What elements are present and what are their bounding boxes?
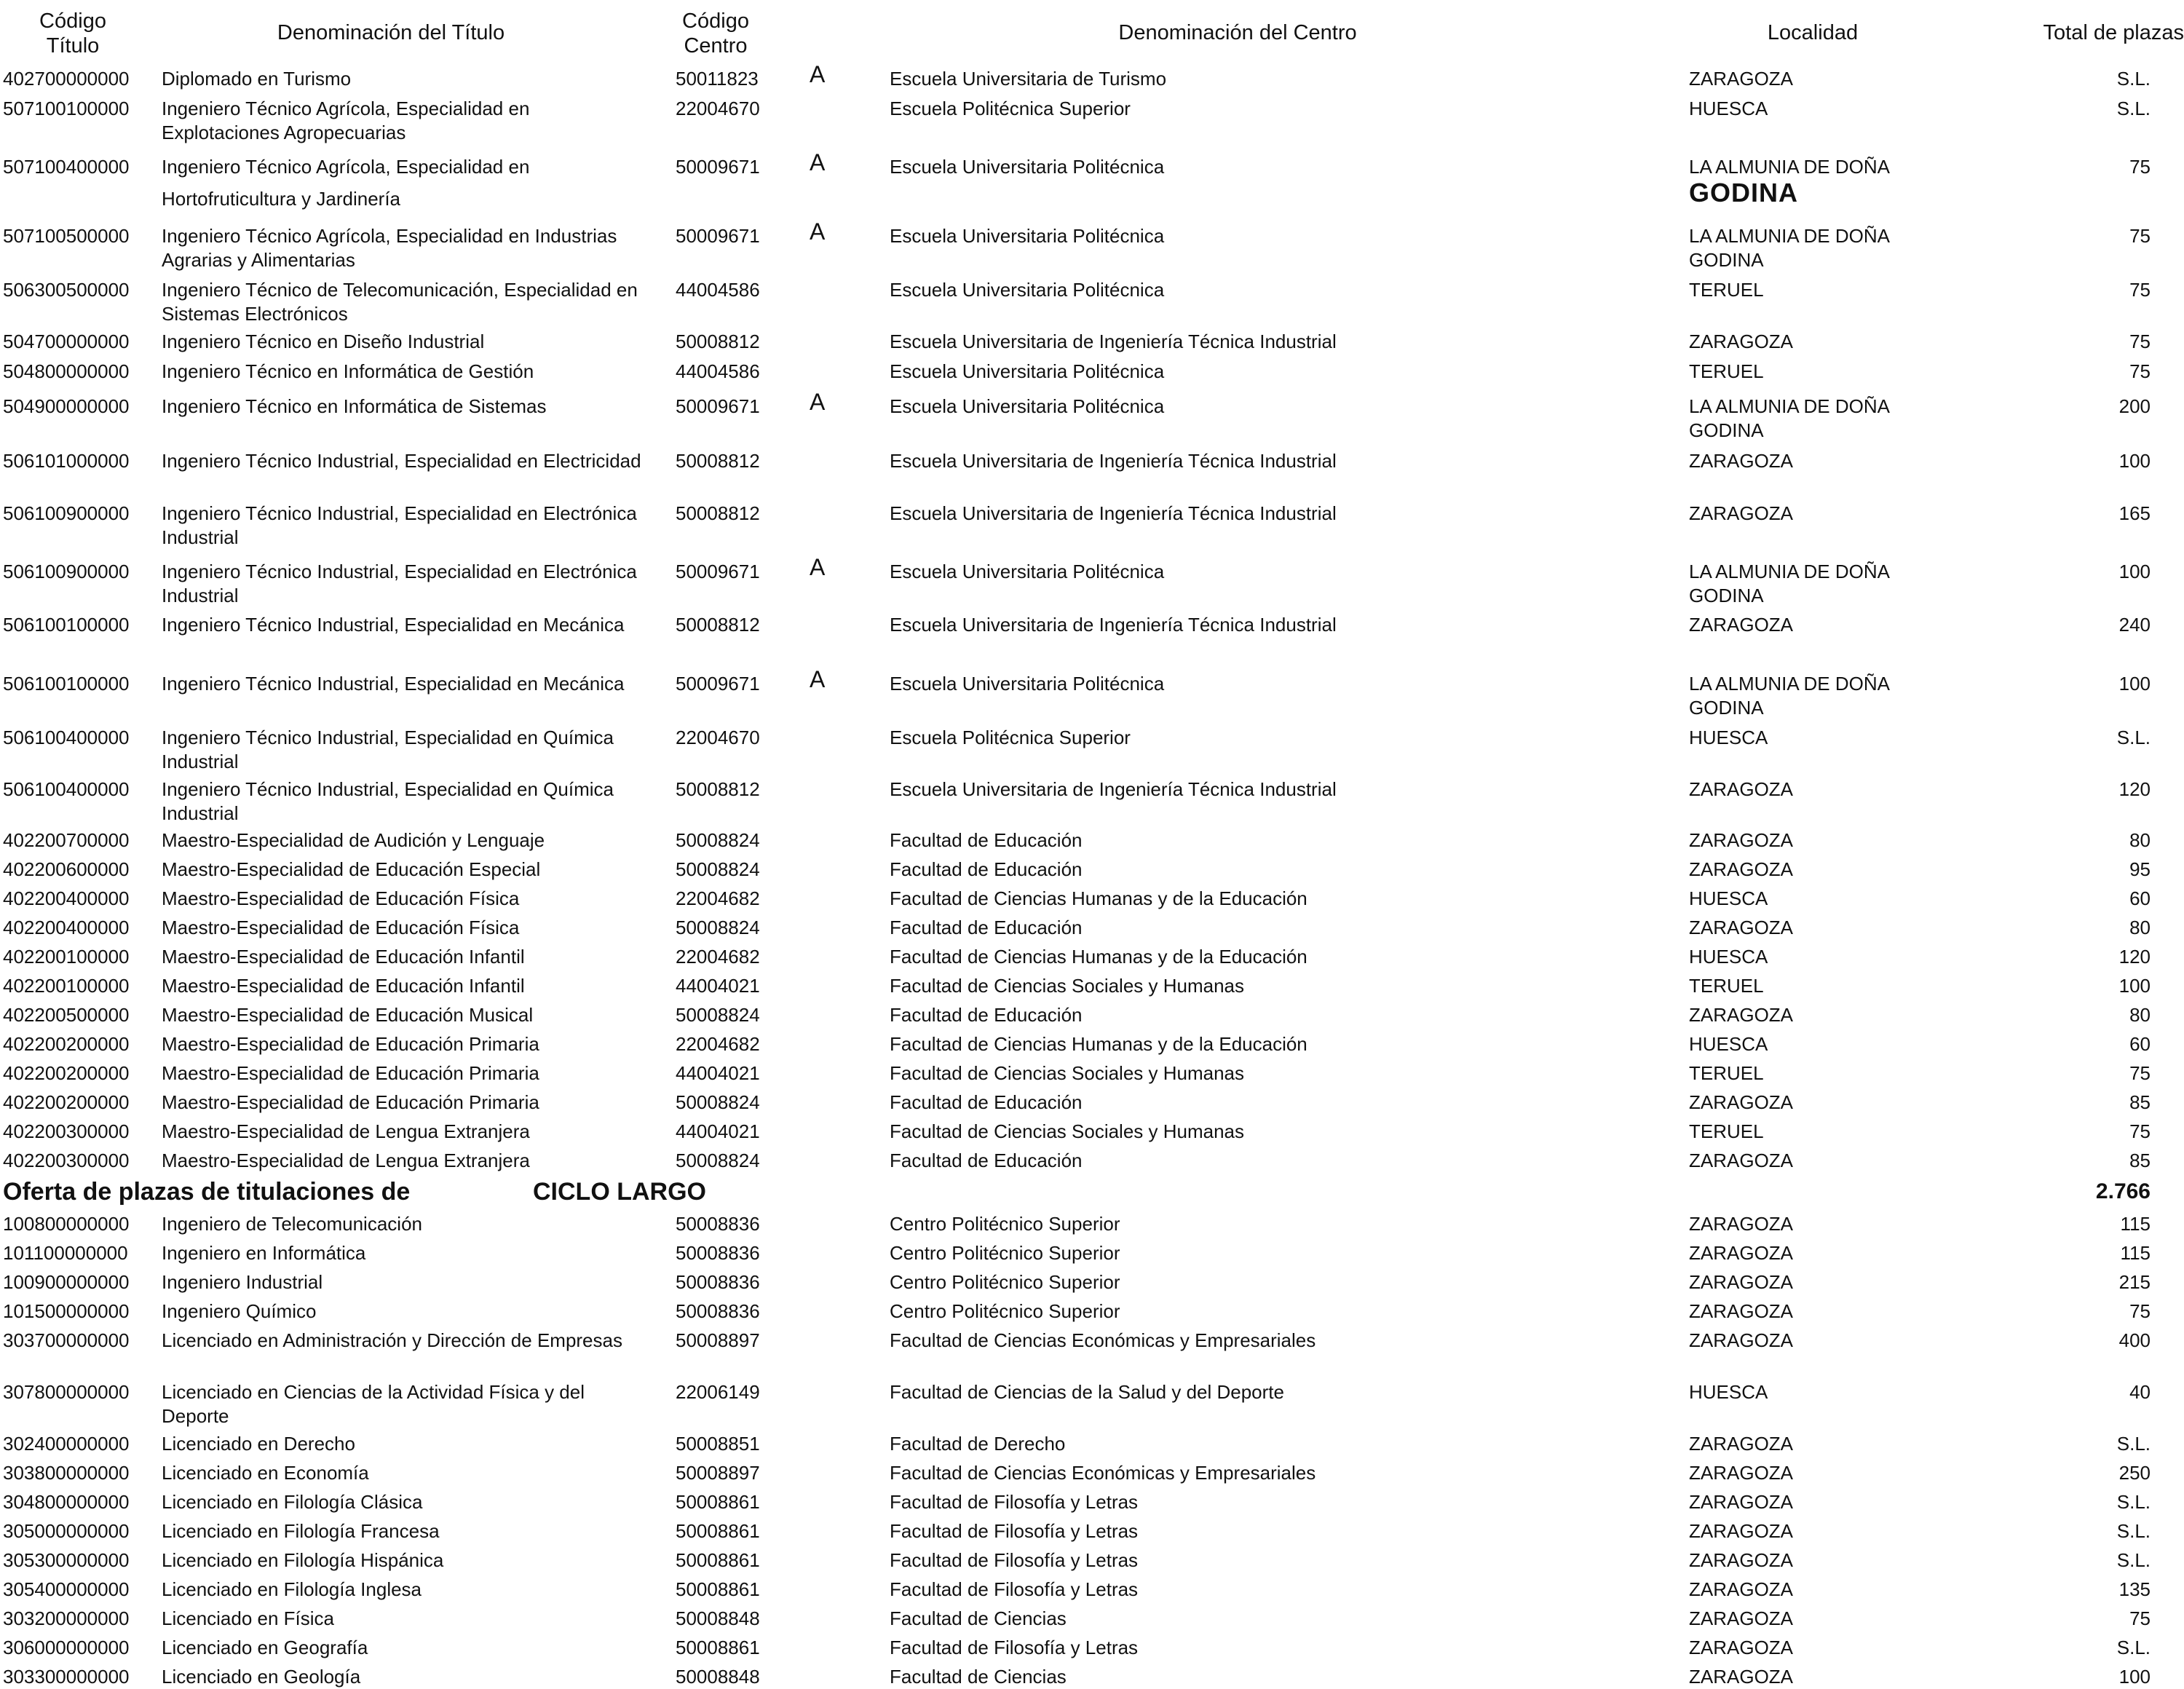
localidad-cell: ZARAGOZA: [1689, 502, 1794, 524]
total-plazas-cell: 100: [2118, 561, 2151, 582]
total-plazas-cell: 200: [2118, 395, 2151, 417]
codigo-titulo-cell: 507100100000: [3, 98, 130, 119]
localidad-cell: LA ALMUNIA DE DOÑA: [1689, 156, 1890, 178]
codigo-titulo-cell: 306000000000: [3, 1637, 130, 1658]
codigo-centro-cell: 50009671: [676, 395, 760, 417]
denominacion-titulo-cell: Ingeniero Técnico en Diseño Industrial: [162, 331, 485, 352]
denominacion-titulo-cell: Maestro-Especialidad de Educación Especial: [162, 858, 541, 880]
total-plazas-cell: 215: [2118, 1271, 2151, 1293]
denominacion-titulo-cell: Licenciado en Filología Clásica: [162, 1491, 423, 1513]
localidad-cell: LA ALMUNIA DE DOÑA GODINA: [1689, 225, 1889, 271]
denominacion-titulo-cell: Maestro-Especialidad de Educación Física: [162, 887, 520, 909]
denominacion-titulo-cell: Ingeniero Técnico en Informática de Gestión: [162, 360, 534, 382]
localidad-cell: ZARAGOZA: [1689, 1433, 1794, 1455]
denominacion-centro-cell: Centro Politécnico Superior: [890, 1213, 1120, 1235]
total-plazas-cell: S.L.: [2116, 1520, 2151, 1542]
header-denominacion-centro: Denominación del Centro: [1118, 21, 1357, 44]
denominacion-centro-cell: Escuela Universitaria Politécnica: [890, 395, 1165, 417]
codigo-titulo-cell: 303200000000: [3, 1607, 130, 1629]
denominacion-titulo-cell: Maestro-Especialidad de Educación Infantil: [162, 975, 525, 997]
denominacion-titulo-cell: Ingeniero Industrial: [162, 1271, 323, 1293]
localidad-cell: ZARAGOZA: [1689, 1213, 1794, 1235]
codigo-centro-cell: 50008836: [676, 1213, 760, 1235]
codigo-centro-cell: 50008851: [676, 1433, 760, 1455]
codigo-centro-cell: 44004586: [676, 279, 760, 301]
denominacion-titulo-cell: Licenciado en Filología Inglesa: [162, 1578, 422, 1600]
localidad-cell: ZARAGOZA: [1689, 1150, 1794, 1171]
codigo-titulo-cell: 506100400000: [3, 778, 130, 800]
localidad-cell: ZARAGOZA: [1689, 1242, 1794, 1264]
denominacion-centro-cell: Escuela Universitaria de Ingeniería Técnica Industrial: [890, 450, 1337, 472]
codigo-titulo-cell: 506100100000: [3, 673, 130, 695]
denominacion-titulo-cell: Ingeniero Técnico Industrial, Especialidad en Electrónica Industrial: [162, 561, 637, 606]
localidad-cell: ZARAGOZA: [1689, 1462, 1794, 1484]
localidad-cell: LA ALMUNIA DE DOÑA GODINA: [1689, 673, 1889, 719]
denominacion-titulo-cell: Maestro-Especialidad de Lengua Extranjera: [162, 1120, 530, 1142]
denominacion-titulo-cell: Ingeniero Químico: [162, 1300, 317, 1322]
denominacion-titulo-cell: Ingeniero Técnico Agrícola, Especialidad en Industrias Agrarias y Alimentarias: [162, 225, 617, 271]
codigo-centro-cell: 22004682: [676, 887, 760, 909]
codigo-centro-cell: 50008812: [676, 614, 760, 636]
localidad-cell: ZARAGOZA: [1689, 614, 1794, 636]
total-plazas-cell: S.L.: [2116, 1549, 2151, 1571]
codigo-centro-cell: 22006149: [676, 1381, 760, 1403]
codigo-titulo-cell: 506100100000: [3, 614, 130, 636]
codigo-titulo-cell: 100900000000: [3, 1271, 130, 1293]
codigo-centro-cell: 44004021: [676, 975, 760, 997]
codigo-centro-cell: 50008812: [676, 450, 760, 472]
denominacion-centro-cell: Facultad de Educación: [890, 829, 1083, 851]
denominacion-centro-cell: Facultad de Filosofía y Letras: [890, 1578, 1139, 1600]
total-plazas-cell: 80: [2129, 917, 2151, 938]
flag-a-mark: A: [810, 666, 826, 692]
codigo-titulo-cell: 303300000000: [3, 1666, 130, 1688]
localidad-cell: ZARAGOZA: [1689, 1607, 1794, 1629]
codigo-centro-cell: 50008824: [676, 1150, 760, 1171]
localidad-cell: ZARAGOZA: [1689, 331, 1794, 352]
denominacion-titulo-cell: Maestro-Especialidad de Educación Física: [162, 917, 520, 938]
denominacion-centro-cell: Facultad de Educación: [890, 1150, 1083, 1171]
total-plazas-cell: 400: [2118, 1329, 2151, 1351]
total-plazas-cell: 135: [2118, 1578, 2151, 1600]
total-plazas-cell: 75: [2129, 225, 2151, 247]
denominacion-centro-cell: Facultad de Filosofía y Letras: [890, 1491, 1139, 1513]
codigo-titulo-cell: 402200400000: [3, 917, 130, 938]
codigo-centro-cell: 50009671: [676, 156, 760, 178]
row3-locality-line2: GODINA: [1689, 178, 1798, 207]
localidad-cell: ZARAGOZA: [1689, 450, 1794, 472]
localidad-cell: TERUEL: [1689, 279, 1764, 301]
localidad-cell: HUESCA: [1689, 946, 1768, 968]
codigo-centro-cell: 50008824: [676, 1091, 760, 1113]
header-denominacion-titulo: Denominación del Título: [277, 21, 505, 44]
localidad-cell: ZARAGOZA: [1689, 1329, 1794, 1351]
localidad-cell: ZARAGOZA: [1689, 829, 1794, 851]
localidad-cell: LA ALMUNIA DE DOÑA GODINA: [1689, 561, 1889, 606]
codigo-centro-cell: 50008861: [676, 1549, 760, 1571]
codigo-centro-cell: 50008824: [676, 858, 760, 880]
codigo-titulo-cell: 507100400000: [3, 156, 130, 178]
codigo-titulo-cell: 402200200000: [3, 1091, 130, 1113]
codigo-centro-cell: 44004021: [676, 1120, 760, 1142]
codigo-centro-cell: 50008812: [676, 778, 760, 800]
codigo-titulo-cell: 304800000000: [3, 1491, 130, 1513]
total-plazas-cell: 100: [2118, 673, 2151, 695]
codigo-titulo-cell: 402200500000: [3, 1004, 130, 1026]
total-plazas-cell: 165: [2118, 502, 2151, 524]
denominacion-centro-cell: Centro Politécnico Superior: [890, 1271, 1120, 1293]
codigo-titulo-cell: 303800000000: [3, 1462, 130, 1484]
codigo-titulo-cell: 402200400000: [3, 887, 130, 909]
denominacion-titulo-cell: Licenciado en Derecho: [162, 1433, 355, 1455]
total-plazas-cell: 60: [2129, 887, 2151, 909]
denominacion-centro-cell: Facultad de Ciencias Sociales y Humanas: [890, 1062, 1245, 1084]
localidad-cell: ZARAGOZA: [1689, 68, 1794, 90]
denominacion-titulo-cell: Ingeniero Técnico de Telecomunicación, Especialidad en Sistemas Electrónicos: [162, 279, 638, 325]
header-total-plazas: Total de plazas: [2043, 21, 2184, 44]
total-plazas-cell: 40: [2129, 1381, 2151, 1403]
codigo-centro-cell: 50008836: [676, 1271, 760, 1293]
localidad-cell: ZARAGOZA: [1689, 1578, 1794, 1600]
section-cycle: CICLO LARGO: [533, 1178, 706, 1206]
codigo-titulo-cell: 305000000000: [3, 1520, 130, 1542]
codigo-titulo-cell: 506101000000: [3, 450, 130, 472]
total-plazas-cell: 120: [2118, 778, 2151, 800]
codigo-titulo-cell: 402200100000: [3, 946, 130, 968]
localidad-cell: ZARAGOZA: [1689, 1271, 1794, 1293]
denominacion-titulo-cell: Licenciado en Filología Francesa: [162, 1520, 440, 1542]
denominacion-centro-cell: Centro Politécnico Superior: [890, 1242, 1120, 1264]
codigo-centro-cell: 50008861: [676, 1578, 760, 1600]
denominacion-centro-cell: Escuela Universitaria Politécnica: [890, 561, 1165, 582]
denominacion-titulo-cell: Ingeniero Técnico Industrial, Especialidad en Electricidad: [162, 450, 641, 472]
localidad-cell: ZARAGOZA: [1689, 1666, 1794, 1688]
localidad-cell: ZARAGOZA: [1689, 1549, 1794, 1571]
codigo-centro-cell: 22004670: [676, 98, 760, 119]
denominacion-titulo-cell: Maestro-Especialidad de Educación Primaria: [162, 1033, 539, 1055]
localidad-cell: HUESCA: [1689, 1381, 1768, 1403]
codigo-titulo-cell: 402200100000: [3, 975, 130, 997]
codigo-centro-cell: 50008848: [676, 1666, 760, 1688]
total-plazas-cell: 100: [2118, 975, 2151, 997]
total-plazas-cell: 115: [2120, 1242, 2151, 1264]
denominacion-centro-cell: Escuela Universitaria de Ingeniería Técnica Industrial: [890, 778, 1337, 800]
localidad-cell: ZARAGOZA: [1689, 1520, 1794, 1542]
codigo-centro-cell: 50009671: [676, 561, 760, 582]
localidad-cell: ZARAGOZA: [1689, 1491, 1794, 1513]
codigo-centro-cell: 22004670: [676, 727, 760, 748]
denominacion-titulo-cell: Diplomado en Turismo: [162, 68, 352, 90]
codigo-titulo-cell: 305400000000: [3, 1578, 130, 1600]
denominacion-titulo-cell: Maestro-Especialidad de Lengua Extranjera: [162, 1150, 530, 1171]
denominacion-titulo-cell: Maestro-Especialidad de Audición y Lenguaje: [162, 829, 545, 851]
total-plazas-cell: 100: [2118, 450, 2151, 472]
denominacion-centro-cell: Facultad de Educación: [890, 1091, 1083, 1113]
codigo-centro-cell: 22004682: [676, 1033, 760, 1055]
codigo-titulo-cell: 504800000000: [3, 360, 130, 382]
total-plazas-cell: 75: [2129, 1062, 2151, 1084]
row3-title-line2: Hortofruticultura y Jardinería: [162, 188, 401, 210]
total-plazas-cell: 75: [2129, 279, 2151, 301]
codigo-centro-cell: 50008812: [676, 331, 760, 352]
total-plazas-cell: 120: [2118, 946, 2151, 968]
codigo-titulo-cell: 504900000000: [3, 395, 130, 417]
codigo-centro-cell: 50008861: [676, 1637, 760, 1658]
total-plazas-cell: 95: [2129, 858, 2151, 880]
codigo-titulo-cell: 402200700000: [3, 829, 130, 851]
codigo-titulo-cell: 101100000000: [3, 1242, 128, 1264]
codigo-titulo-cell: 303700000000: [3, 1329, 130, 1351]
localidad-cell: ZARAGOZA: [1689, 917, 1794, 938]
flag-a-mark: A: [810, 149, 826, 175]
total-plazas-cell: 240: [2118, 614, 2151, 636]
localidad-cell: TERUEL: [1689, 975, 1764, 997]
denominacion-titulo-cell: Ingeniero Técnico Industrial, Especialidad en Mecánica: [162, 614, 625, 636]
denominacion-titulo-cell: Ingeniero Técnico Agrícola, Especialidad en Explotaciones Agropecuarias: [162, 98, 530, 143]
denominacion-centro-cell: Facultad de Ciencias Sociales y Humanas: [890, 975, 1245, 997]
codigo-centro-cell: 22004682: [676, 946, 760, 968]
denominacion-centro-cell: Facultad de Educación: [890, 917, 1083, 938]
codigo-centro-cell: 50011823: [676, 68, 759, 90]
codigo-centro-cell: 50008824: [676, 917, 760, 938]
codigo-titulo-cell: 402200200000: [3, 1062, 130, 1084]
header-codigo-centro: Código Centro: [682, 9, 749, 58]
total-plazas-cell: S.L.: [2116, 1433, 2151, 1455]
localidad-cell: HUESCA: [1689, 887, 1768, 909]
flag-a-mark: A: [810, 218, 826, 245]
localidad-cell: ZARAGOZA: [1689, 1004, 1794, 1026]
denominacion-centro-cell: Facultad de Filosofía y Letras: [890, 1637, 1139, 1658]
denominacion-centro-cell: Facultad de Ciencias Humanas y de la Educación: [890, 1033, 1307, 1055]
flag-a-mark: A: [810, 389, 826, 415]
codigo-titulo-cell: 305300000000: [3, 1549, 130, 1571]
localidad-cell: HUESCA: [1689, 727, 1768, 748]
total-plazas-cell: S.L.: [2116, 727, 2151, 748]
codigo-titulo-cell: 402700000000: [3, 68, 130, 90]
denominacion-centro-cell: Escuela Politécnica Superior: [890, 727, 1131, 748]
codigo-titulo-cell: 506100400000: [3, 727, 130, 748]
codigo-centro-cell: 50008836: [676, 1300, 760, 1322]
total-plazas-cell: 60: [2129, 1033, 2151, 1055]
denominacion-titulo-cell: Licenciado en Administración y Dirección de Empresas: [162, 1329, 622, 1351]
denominacion-titulo-cell: Ingeniero Técnico Industrial, Especialidad en Mecánica: [162, 673, 625, 695]
total-plazas-cell: S.L.: [2116, 68, 2151, 90]
codigo-centro-cell: 44004586: [676, 360, 760, 382]
total-plazas-cell: S.L.: [2116, 1637, 2151, 1658]
denominacion-titulo-cell: Ingeniero Técnico Industrial, Especialidad en Química Industrial: [162, 727, 614, 772]
denominacion-titulo-cell: Licenciado en Filología Hispánica: [162, 1549, 444, 1571]
denominacion-centro-cell: Facultad de Ciencias: [890, 1666, 1067, 1688]
denominacion-titulo-cell: Licenciado en Ciencias de la Actividad Física y del Deporte: [162, 1381, 585, 1427]
total-plazas-cell: 75: [2129, 331, 2151, 352]
denominacion-titulo-cell: Ingeniero Técnico Industrial, Especialidad en Química Industrial: [162, 778, 614, 824]
denominacion-titulo-cell: Ingeniero Técnico Industrial, Especialidad en Electrónica Industrial: [162, 502, 637, 548]
codigo-titulo-cell: 506300500000: [3, 279, 130, 301]
localidad-cell: TERUEL: [1689, 1120, 1764, 1142]
denominacion-centro-cell: Facultad de Educación: [890, 1004, 1083, 1026]
codigo-titulo-cell: 504700000000: [3, 331, 130, 352]
total-plazas-cell: 115: [2120, 1213, 2151, 1235]
localidad-cell: ZARAGOZA: [1689, 778, 1794, 800]
codigo-centro-cell: 50009671: [676, 225, 760, 247]
codigo-titulo-cell: 507100500000: [3, 225, 130, 247]
codigo-centro-cell: 44004021: [676, 1062, 760, 1084]
total-plazas-cell: S.L.: [2116, 98, 2151, 119]
denominacion-titulo-cell: Licenciado en Economía: [162, 1462, 369, 1484]
total-plazas-cell: 80: [2129, 829, 2151, 851]
denominacion-titulo-cell: Maestro-Especialidad de Educación Infantil: [162, 946, 525, 968]
denominacion-titulo-cell: Licenciado en Geología: [162, 1666, 361, 1688]
codigo-centro-cell: 50008861: [676, 1491, 760, 1513]
denominacion-centro-cell: Facultad de Educación: [890, 858, 1083, 880]
localidad-cell: HUESCA: [1689, 1033, 1768, 1055]
codigo-titulo-cell: 402200300000: [3, 1150, 130, 1171]
codigo-titulo-cell: 302400000000: [3, 1433, 130, 1455]
denominacion-titulo-cell: Licenciado en Física: [162, 1607, 335, 1629]
denominacion-centro-cell: Escuela Universitaria Politécnica: [890, 225, 1165, 247]
codigo-centro-cell: 50008897: [676, 1462, 760, 1484]
codigo-centro-cell: 50008824: [676, 1004, 760, 1026]
localidad-cell: HUESCA: [1689, 98, 1768, 119]
codigo-centro-cell: 50008836: [676, 1242, 760, 1264]
total-plazas-cell: S.L.: [2116, 1491, 2151, 1513]
denominacion-titulo-cell: Maestro-Especialidad de Educación Musical: [162, 1004, 534, 1026]
total-plazas-cell: 85: [2129, 1150, 2151, 1171]
total-plazas-cell: 250: [2118, 1462, 2151, 1484]
denominacion-centro-cell: Facultad de Ciencias Humanas y de la Educación: [890, 887, 1307, 909]
denominacion-centro-cell: Escuela Universitaria Politécnica: [890, 156, 1165, 178]
denominacion-centro-cell: Facultad de Ciencias: [890, 1607, 1067, 1629]
section-total: 2.766: [2095, 1179, 2151, 1203]
denominacion-centro-cell: Facultad de Ciencias Humanas y de la Educación: [890, 946, 1307, 968]
denominacion-centro-cell: Escuela Universitaria de Turismo: [890, 68, 1167, 90]
denominacion-centro-cell: Escuela Universitaria de Ingeniería Técnica Industrial: [890, 331, 1337, 352]
localidad-cell: TERUEL: [1689, 1062, 1764, 1084]
localidad-cell: ZARAGOZA: [1689, 1637, 1794, 1658]
codigo-centro-cell: 50008861: [676, 1520, 760, 1542]
denominacion-centro-cell: Facultad de Derecho: [890, 1433, 1066, 1455]
denominacion-centro-cell: Escuela Universitaria de Ingeniería Técnica Industrial: [890, 614, 1337, 636]
total-plazas-cell: 100: [2118, 1666, 2151, 1688]
denominacion-centro-cell: Escuela Politécnica Superior: [890, 98, 1131, 119]
codigo-centro-cell: 50009671: [676, 673, 760, 695]
codigo-titulo-cell: 402200600000: [3, 858, 130, 880]
denominacion-centro-cell: Facultad de Ciencias Sociales y Humanas: [890, 1120, 1245, 1142]
localidad-cell: ZARAGOZA: [1689, 1091, 1794, 1113]
denominacion-titulo-cell: Ingeniero en Informática: [162, 1242, 366, 1264]
denominacion-centro-cell: Escuela Universitaria de Ingeniería Técnica Industrial: [890, 502, 1337, 524]
total-plazas-cell: 75: [2129, 1300, 2151, 1322]
header-codigo-titulo: Código Título: [39, 9, 106, 58]
total-plazas-cell: 85: [2129, 1091, 2151, 1113]
denominacion-centro-cell: Facultad de Filosofía y Letras: [890, 1549, 1139, 1571]
codigo-centro-cell: 50008824: [676, 829, 760, 851]
denominacion-titulo-cell: Licenciado en Geografía: [162, 1637, 368, 1658]
codigo-titulo-cell: 402200300000: [3, 1120, 130, 1142]
section-title: Oferta de plazas de titulaciones de: [3, 1178, 411, 1206]
total-plazas-cell: 75: [2129, 156, 2151, 178]
codigo-centro-cell: 50008812: [676, 502, 760, 524]
codigo-titulo-cell: 100800000000: [3, 1213, 130, 1235]
denominacion-centro-cell: Escuela Universitaria Politécnica: [890, 360, 1165, 382]
denominacion-titulo-cell: Maestro-Especialidad de Educación Primaria: [162, 1062, 539, 1084]
denominacion-titulo-cell: Maestro-Especialidad de Educación Primaria: [162, 1091, 539, 1113]
denominacion-centro-cell: Centro Politécnico Superior: [890, 1300, 1120, 1322]
localidad-cell: LA ALMUNIA DE DOÑA GODINA: [1689, 395, 1889, 441]
denominacion-centro-cell: Facultad de Filosofía y Letras: [890, 1520, 1139, 1542]
denominacion-centro-cell: Facultad de Ciencias Económicas y Empresariales: [890, 1462, 1316, 1484]
total-plazas-cell: 75: [2129, 1120, 2151, 1142]
localidad-cell: ZARAGOZA: [1689, 1300, 1794, 1322]
denominacion-centro-cell: Facultad de Ciencias de la Salud y del Deporte: [890, 1381, 1284, 1403]
denominacion-titulo-cell: Ingeniero de Telecomunicación: [162, 1213, 422, 1235]
denominacion-centro-cell: Escuela Universitaria Politécnica: [890, 673, 1165, 695]
codigo-titulo-cell: 307800000000: [3, 1381, 130, 1403]
denominacion-centro-cell: Facultad de Ciencias Económicas y Empresariales: [890, 1329, 1316, 1351]
total-plazas-cell: 75: [2129, 1607, 2151, 1629]
flag-a-mark: A: [810, 61, 826, 87]
localidad-cell: ZARAGOZA: [1689, 858, 1794, 880]
denominacion-centro-cell: Escuela Universitaria Politécnica: [890, 279, 1165, 301]
total-plazas-cell: 80: [2129, 1004, 2151, 1026]
total-plazas-cell: 75: [2129, 360, 2151, 382]
codigo-titulo-cell: 506100900000: [3, 561, 130, 582]
codigo-titulo-cell: 101500000000: [3, 1300, 130, 1322]
denominacion-titulo-cell: Ingeniero Técnico Agrícola, Especialidad en: [162, 156, 530, 178]
codigo-centro-cell: 50008848: [676, 1607, 760, 1629]
localidad-cell: TERUEL: [1689, 360, 1764, 382]
codigo-titulo-cell: 402200200000: [3, 1033, 130, 1055]
denominacion-titulo-cell: Ingeniero Técnico en Informática de Sistemas: [162, 395, 547, 417]
codigo-titulo-cell: 506100900000: [3, 502, 130, 524]
flag-a-mark: A: [810, 554, 826, 580]
header-localidad: Localidad: [1767, 21, 1859, 44]
codigo-centro-cell: 50008897: [676, 1329, 760, 1351]
